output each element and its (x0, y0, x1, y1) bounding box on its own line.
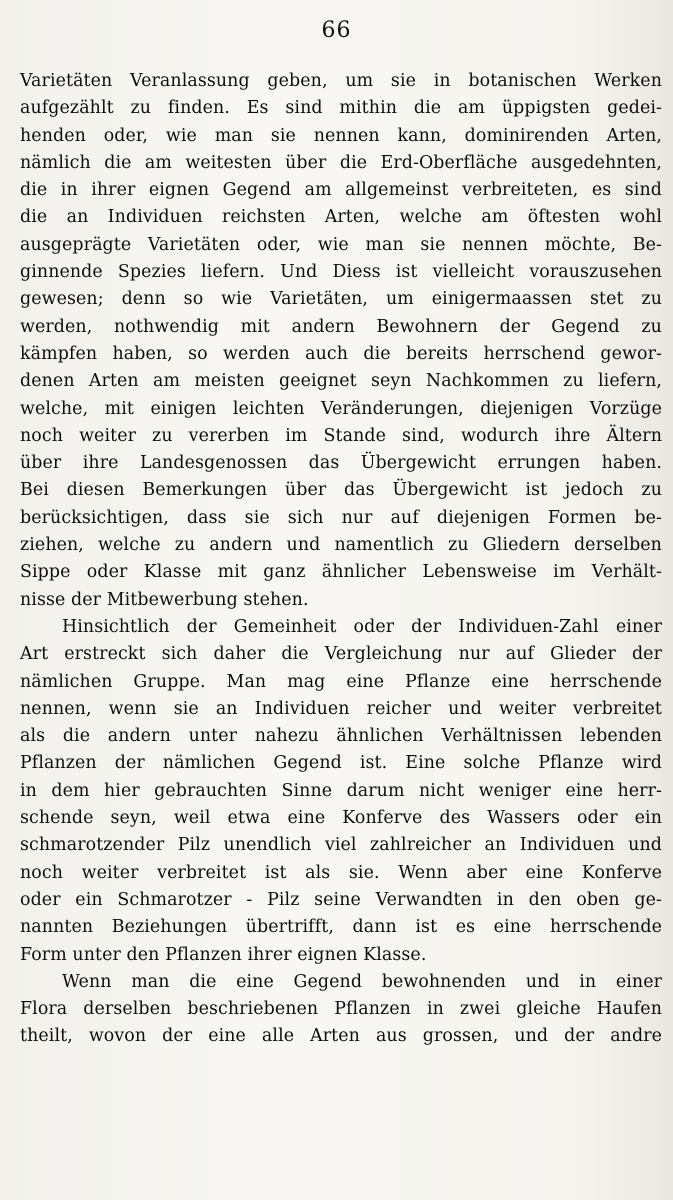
text-line: Sippe oder Klasse mit ganz ähnlicher Lebensweise im Verhält- (20, 562, 662, 583)
text-line: berücksichtigen, dass sie sich nur auf diejenigen Formen be- (20, 507, 662, 528)
text-line: Form unter den Pflanzen ihrer eignen Klasse. (20, 944, 427, 965)
text-line: die an Individuen reichsten Arten, welche am öftesten wohl (20, 207, 662, 228)
text-line: nisse der Mitbewerbung stehen. (20, 589, 309, 610)
text-line: welche, mit einigen leichten Veränderungen, diejenigen Vorzüge (20, 398, 662, 419)
text-line: Wenn man die eine Gegend bewohnenden und in einer (62, 971, 662, 992)
text-line: Flora derselben beschriebenen Pflanzen in zwei gleiche Haufen (20, 999, 662, 1020)
body-text (20, 68, 662, 1051)
text-line: nannten Beziehungen übertrifft, dann ist es eine herrschende (20, 917, 662, 938)
text-line: kämpfen haben, so werden auch die bereits herrschend gewor- (20, 343, 662, 364)
page-number: 66 (321, 18, 352, 43)
text-line: aufgezählt zu finden. Es sind mithin die am üppigsten gedei- (20, 98, 662, 119)
text-line: werden, nothwendig mit andern Bewohnern der Gegend zu (20, 316, 662, 337)
text-line: über ihre Landesgenossen das Übergewicht errungen haben. (20, 453, 662, 474)
text-line: noch weiter zu vererben im Stande sind, wodurch ihre Ältern (20, 425, 662, 446)
text-line: nennen, wenn sie an Individuen reicher und weiter verbreitet (20, 698, 662, 719)
text-line: nämlich die am weitesten über die Erd-Oberfläche ausgedehnten, (20, 152, 662, 173)
text-line: die in ihrer eignen Gegend am allgemeinst verbreiteten, es sind (20, 180, 662, 201)
text-line: theilt, wovon der eine alle Arten aus grossen, und der andre (20, 1026, 662, 1047)
text-line: als die andern unter nahezu ähnlichen Verhältnissen lebenden (20, 726, 662, 747)
text-line: Bei diesen Bemerkungen über das Übergewicht ist jedoch zu (20, 480, 662, 501)
text-line: henden oder, wie man sie nennen kann, dominirenden Arten, (20, 125, 662, 146)
text-line: Pflanzen der nämlichen Gegend ist. Eine solche Pflanze wird (20, 753, 662, 774)
text-line: schende seyn, weil etwa eine Konferve des Wassers oder ein (20, 808, 662, 829)
text-line: schmarotzender Pilz unendlich viel zahlreicher an Individuen und (20, 835, 662, 856)
text-line: nämlichen Gruppe. Man mag eine Pflanze eine herrschende (20, 671, 662, 692)
text-line: ginnende Spezies liefern. Und Diess ist vielleicht vorauszusehen (20, 262, 662, 283)
text-line: Hinsichtlich der Gemeinheit oder der Individuen-Zahl einer (62, 616, 662, 637)
text-line: noch weiter verbreitet ist als sie. Wenn aber eine Konferve (20, 862, 662, 883)
text-line: Varietäten Veranlassung geben, um sie in botanischen Werken (20, 71, 662, 91)
text-line: Art erstreckt sich daher die Vergleichung nur auf Glieder der (20, 644, 662, 665)
text-line: gewesen; denn so wie Varietäten, um einigermaassen stet zu (20, 289, 662, 310)
text-line: oder ein Schmarotzer - Pilz seine Verwandten in den oben ge- (20, 889, 662, 910)
text-line: in dem hier gebrauchten Sinne darum nicht weniger eine herr- (20, 780, 662, 801)
text-line: ziehen, welche zu andern und namentlich zu Gliedern derselben (20, 535, 662, 556)
text-line: ausgeprägte Varietäten oder, wie man sie nennen möchte, Be- (20, 234, 662, 255)
text-line: denen Arten am meisten geeignet seyn Nachkommen zu liefern, (20, 371, 662, 392)
